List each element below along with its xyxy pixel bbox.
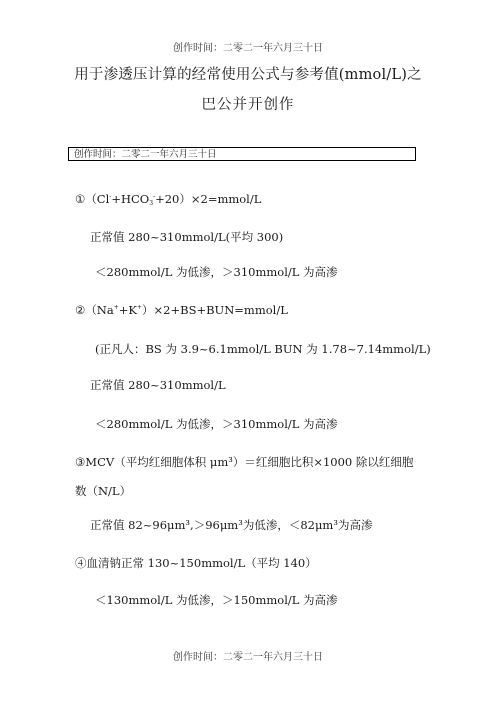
page-header: 创作时间：二零二一年六月三十日 — [173, 43, 323, 54]
formula-1-close: +20）×2=mmol/L — [155, 192, 262, 206]
formula-2-close: ）×2+BS+BUN=mmol/L — [142, 303, 288, 317]
formula-3-line-1: ③MCV（平均红细胞体积 μm³）＝红细胞比积×1000 除以红细胞 — [75, 455, 414, 469]
creation-time-box — [68, 147, 416, 161]
formula-2-normal-value: 正常值 280~310mmol/L — [90, 378, 226, 392]
formula-1-range: ＜280mmol/L 为低渗，＞310mmol/L 为高渗 — [95, 265, 338, 279]
formula-1 — [75, 192, 261, 206]
document-title-line-2: 巴公并开创作 — [201, 97, 295, 113]
formula-2-note: (正凡人：BS 为 3.9~6.1mmol/L BUN 为 1.78~7.14mmol/L) — [95, 342, 431, 356]
k-charge: + — [137, 304, 143, 311]
formula-1-open: （Cl — [85, 192, 110, 206]
formula-1-marker: ① — [75, 192, 86, 206]
hco-subscript: 3 — [149, 200, 154, 207]
document-title-line-1: 用于渗透压计算的经常使用公式与参考值(mmol/L)之 — [74, 67, 422, 83]
cl-charge: - — [109, 193, 112, 200]
formula-2-marker: ② — [75, 303, 86, 317]
formula-1-hco: +HCO — [111, 192, 150, 206]
formula-2 — [75, 303, 288, 317]
na-charge: + — [113, 304, 119, 311]
formula-2-open: （Na — [85, 303, 114, 317]
formula-3-normal-value: 正常值 82~96μm³,＞96μm³为低渗，＜82μm³为高渗 — [90, 518, 373, 532]
formula-4-range: ＜130mmol/L 为低渗，＞150mmol/L 为高渗 — [95, 593, 338, 607]
formula-1-normal-value: 正常值 280~310mmol/L(平均 300) — [90, 230, 284, 244]
formula-2-k: +K — [118, 303, 137, 317]
formula-4: ④血清钠正常 130~150mmol/L（平均 140） — [75, 556, 317, 570]
creation-time-text: 创作时间：二零二一年六月三十日 — [74, 149, 217, 160]
hco-charge: - — [153, 193, 156, 200]
formula-3-line-2: 数（N/L） — [75, 484, 132, 498]
formula-2-range: ＜280mmol/L 为低渗，＞310mmol/L 为高渗 — [95, 417, 338, 431]
page-footer: 创作时间：二零二一年六月三十日 — [173, 652, 323, 663]
